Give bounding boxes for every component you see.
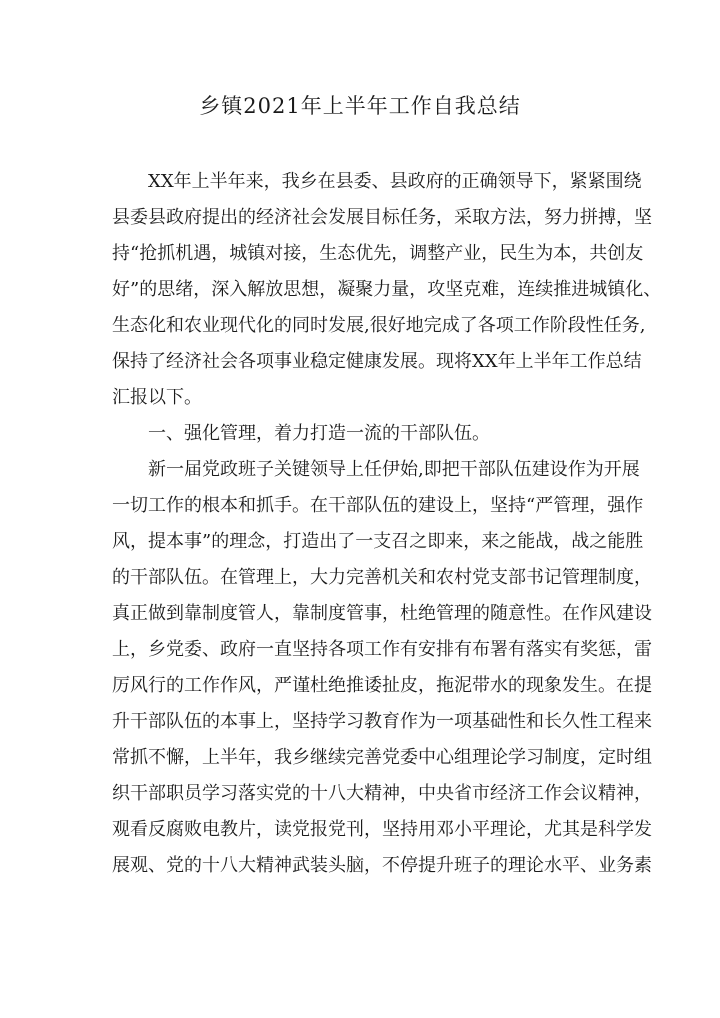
paragraph-2-line-6: 上，乡党委、政府一直坚持各项工作有安排有布署有落实有奖惩，雷 (112, 639, 652, 660)
document-title: 乡镇2021年上半年工作自我总结 (199, 94, 521, 118)
paragraph-1-line-2: 县委县政府提出的经济社会发展目标任务，采取方法，努力拼搏，坚 (112, 207, 652, 228)
paragraph-2-line-3: 风，提本事”的理念，打造出了一支召之即来，来之能战，战之能胜 (112, 531, 644, 552)
paragraph-2-line-12: 展观、党的十八大精神武装头脑，不停提升班子的理论水平、业务素 (112, 855, 652, 876)
paragraph-2-line-9: 常抓不懈，上半年，我乡继续完善党委中心组理论学习制度，定时组 (112, 747, 652, 768)
paragraph-2-line-11: 观看反腐败电教片，读党报党刊，坚持用邓小平理论，尤其是科学发 (112, 819, 652, 840)
paragraph-2-line-5: 真正做到靠制度管人，靠制度管事，杜绝管理的随意性。在作风建设 (112, 603, 652, 624)
paragraph-2-line-1: 新一届党政班子关键领导上任伊始,即把干部队伍建设作为开展 (148, 459, 640, 480)
paragraph-1-line-6: 保持了经济社会各项事业稳定健康发展。现将XX年上半年工作总结 (112, 351, 642, 372)
paragraph-2-line-8: 升干部队伍的本事上，坚持学习教育作为一项基础性和长久性工程来 (112, 711, 652, 732)
paragraph-2-line-10: 织干部职员学习落实党的十八大精神，中央省市经济工作会议精神， (112, 783, 652, 804)
paragraph-1-line-7: 汇报以下。 (112, 387, 202, 408)
paragraph-1-line-3: 持“抢抓机遇，城镇对接，生态优先，调整产业，民生为本，共创友 (112, 243, 644, 264)
paragraph-2-line-2: 一切工作的根本和抓手。在干部队伍的建设上，坚持“严管理，强作 (112, 495, 644, 516)
section-heading-1: 一、强化管理，着力打造一流的干部队伍。 (148, 423, 490, 444)
paragraph-1-line-1: XX年上半年来，我乡在县委、县政府的正确领导下，紧紧围绕 (148, 171, 642, 192)
paragraph-2-line-7: 厉风行的工作作风，严谨杜绝推诿扯皮，拖泥带水的现象发生。在提 (112, 675, 652, 696)
paragraph-1-line-4: 好”的思绪，深入解放思想，凝聚力量，攻坚克难，连续推进城镇化、 (112, 279, 662, 300)
paragraph-1-line-5: 生态化和农业现代化的同时发展,很好地完成了各项工作阶段性任务, (112, 315, 646, 336)
paragraph-2-line-4: 的干部队伍。在管理上，大力完善机关和农村党支部书记管理制度， (112, 567, 652, 588)
